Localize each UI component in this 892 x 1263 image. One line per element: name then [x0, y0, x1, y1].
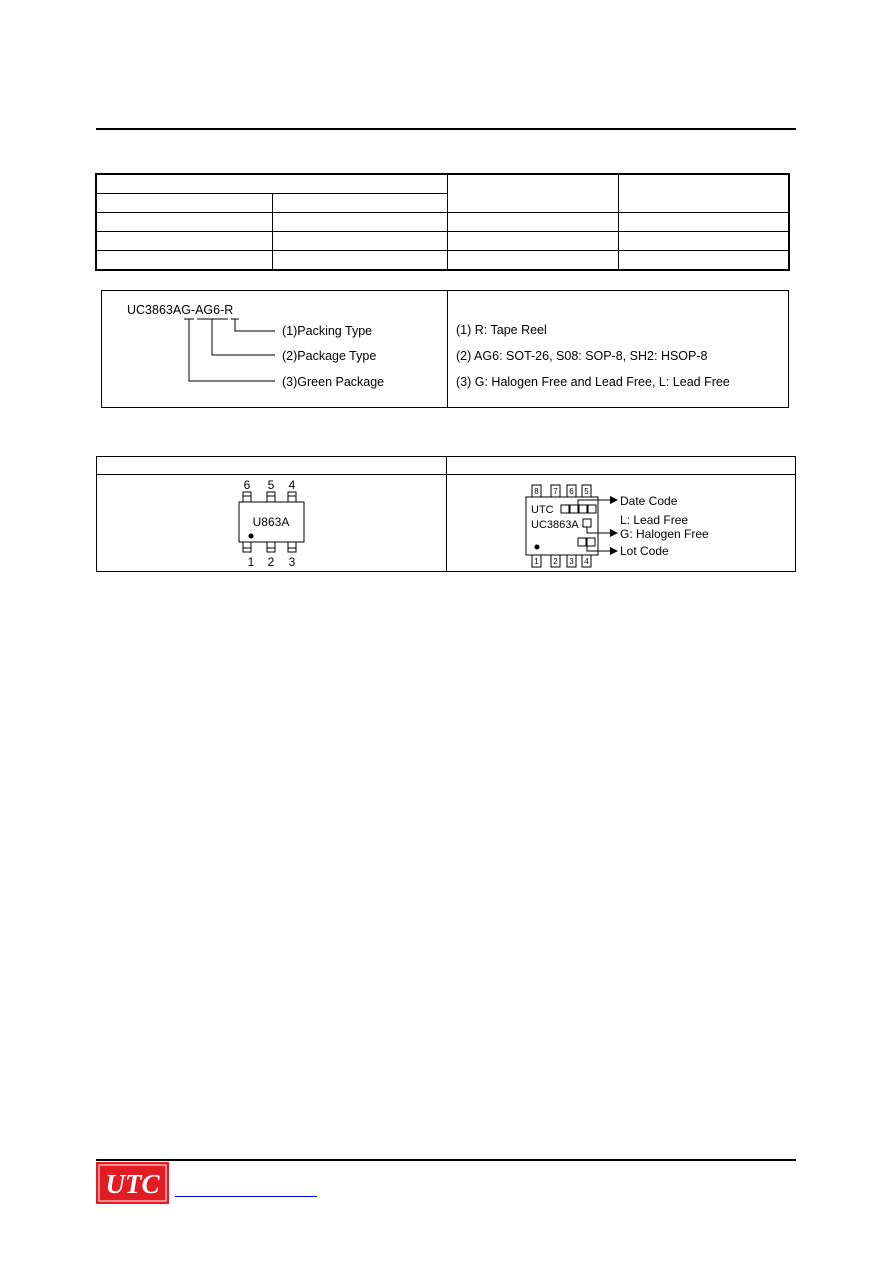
package-type-desc: (2) AG6: SOT-26, S08: SOP-8, SH2: HSOP-8 — [456, 349, 708, 363]
sop8-bottom-pin-label: 3 — [569, 557, 574, 566]
sop8-line1: UTC — [531, 504, 554, 516]
website-link-underline[interactable] — [175, 1196, 317, 1197]
sop8-top-pin-label: 6 — [569, 487, 574, 496]
green-package-desc: (3) G: Halogen Free and Lead Free, L: Lead Free — [456, 375, 730, 389]
lead-free-callout: L: Lead Free — [620, 513, 689, 527]
ordering-header-cell — [618, 174, 789, 213]
sop8-bottom-pin-label: 2 — [553, 557, 558, 566]
packing-type-label: (1)Packing Type — [282, 324, 373, 338]
sot26-top-pin-label: 5 — [267, 478, 275, 492]
package-type-label: (2)Package Type — [282, 349, 377, 363]
green-package-label: (3)Green Package — [282, 375, 385, 389]
table-row — [96, 213, 789, 232]
lead-free-box — [583, 519, 591, 527]
part-number: UC3863AG-AG6-R — [127, 303, 234, 317]
packing-type-desc: (1) R: Tape Reel — [456, 323, 547, 337]
marking-table — [96, 456, 796, 572]
pin1-dot — [249, 534, 254, 539]
ordering-header-cell — [96, 174, 448, 194]
part-number-decode — [101, 290, 789, 408]
table-row — [96, 251, 789, 271]
sot26-bottom-pin-label: 1 — [247, 555, 255, 569]
lot-code-callout: Lot Code — [620, 544, 669, 558]
table-row — [96, 232, 789, 251]
sot26-top-pin-label: 6 — [243, 478, 251, 492]
sop8-line2: UC3863A — [531, 519, 579, 531]
ordering-header-cell — [448, 174, 618, 213]
utc-logo — [96, 1162, 169, 1204]
sop8-package — [526, 485, 709, 567]
ordering-table — [95, 173, 790, 271]
sop8-bottom-pin-label: 1 — [534, 557, 539, 566]
sop8-top-pin-label: 8 — [534, 487, 539, 496]
logo-text: UTC — [105, 1169, 160, 1199]
sop8-bottom-pin-label: 4 — [584, 557, 589, 566]
header-rule — [96, 128, 796, 130]
marking-drawings — [97, 457, 797, 573]
pin1-dot — [535, 545, 540, 550]
sop8-top-pin-label: 7 — [553, 487, 558, 496]
sot26-package — [239, 478, 304, 569]
ordering-subheader-cell — [96, 194, 273, 213]
sot26-bottom-pin-label: 2 — [267, 555, 275, 569]
sot26-marking-text: U863A — [252, 515, 290, 529]
ordering-subheader-cell — [273, 194, 448, 213]
footer-rule — [96, 1159, 796, 1161]
halogen-free-callout: G: Halogen Free — [620, 527, 709, 541]
sot26-top-pin-label: 4 — [288, 478, 296, 492]
date-code-callout: Date Code — [620, 494, 678, 508]
sot26-bottom-pin-label: 3 — [288, 555, 296, 569]
sop8-top-pin-label: 5 — [584, 487, 589, 496]
